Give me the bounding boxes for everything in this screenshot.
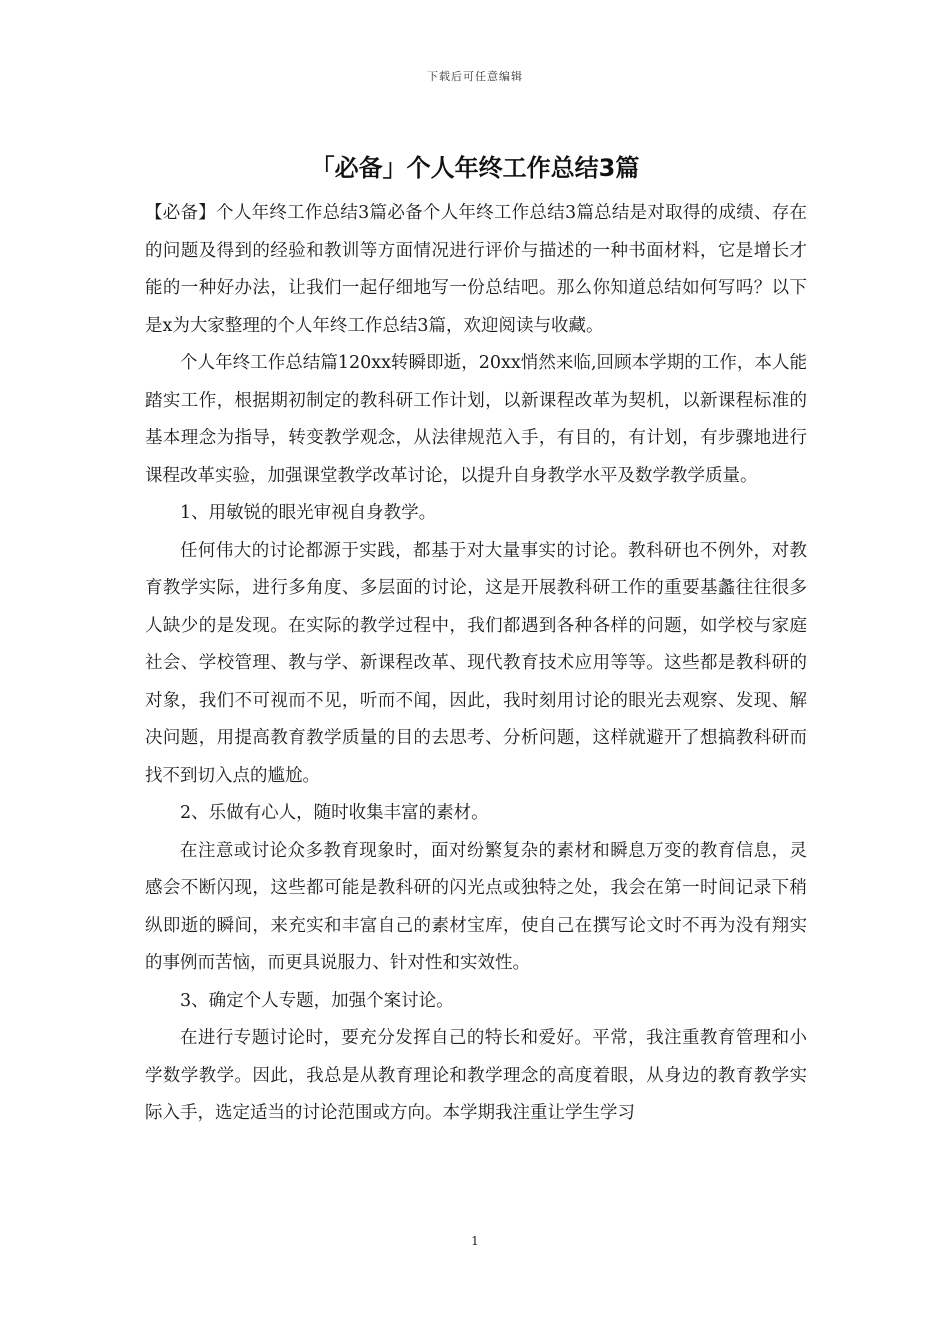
document-title: 「必备」个人年终工作总结3篇 — [310, 154, 640, 182]
paragraph-section-1: 任何伟大的讨论都源于实践，都基于对大量事实的讨论。教科研也不例外，对教育教学实际，进行多角度、多层面的讨论，这是开展教科研工作的重要基蠡往往很多人缺少的是发现。在实际的教学过程中，我们都遇到各种各样的问题，如学校与家庭社会、学校管理、教与学、新课程改革、现代教育技术应用等等。这些都是教科研的对象，我们不可视而不见，听而不闻，因此，我时刻用讨论的眼光去观察、发现、解决问题，用提高教育教学质量的目的去思考、分析问题，这样就避开了想搞教科研而找不到切入点的尴尬。 — [145, 540, 807, 786]
page-number: 1 — [471, 1234, 479, 1248]
paragraph-section-2: 在注意或讨论众多教育现象时，面对纷繁复杂的素材和瞬息万变的教育信息，灵感会不断闪现，这些都可能是教科研的闪光点或独特之处，我会在第一时间记录下稍纵即逝的瞬间，来充实和丰富自己的素材宝库，使自己在撰写论文时不再为没有翔实的事例而苦恼，而更具说服力、针对性和实效性。 — [145, 840, 807, 973]
paragraph-review: 个人年终工作总结篇120xx转瞬即逝，20xx悄然来临,回顾本学期的工作，本人能踏实工作，根据期初制定的教科研工作计划，以新课程改革为契机，以新课程标准的基本理念为指导，转变教学观念，从法律规范入手，有目的，有计划，有步骤地进行课程改革实验，加强课堂教学改革讨论，以提升自身教学水平及数学教学质量。 — [145, 353, 807, 486]
section-heading-1: 1、用敏锐的眼光审视自身教学。 — [180, 503, 437, 523]
section-heading-2: 2、乐做有心人，随时收集丰富的素材。 — [180, 803, 489, 823]
page-header-note: 下载后可任意编辑 — [427, 70, 523, 83]
paragraph-section-3: 在进行专题讨论时，要充分发挥自己的特长和爱好。平常，我注重教育管理和小学数学教学。因此，我总是从教育理论和教学理念的高度着眼，从身边的教育教学实际入手，选定适当的讨论范围或方向。本学期我注重让学生学习 — [145, 1028, 807, 1123]
document-body — [145, 195, 807, 1133]
section-heading-3: 3、确定个人专题，加强个案讨论。 — [180, 990, 454, 1011]
paragraph-intro: 【必备】个人年终工作总结3篇必备个人年终工作总结3篇总结是对取得的成绩、存在的问题及得到的经验和教训等方面情况进行评价与描述的一种书面材料，它是增长才能的一种好办法，让我们一起仔细地写一份总结吧。那么你知道总结如何写吗？以下是x为大家整理的个人年终工作总结3篇，欢迎阅读与收藏。 — [145, 203, 807, 336]
